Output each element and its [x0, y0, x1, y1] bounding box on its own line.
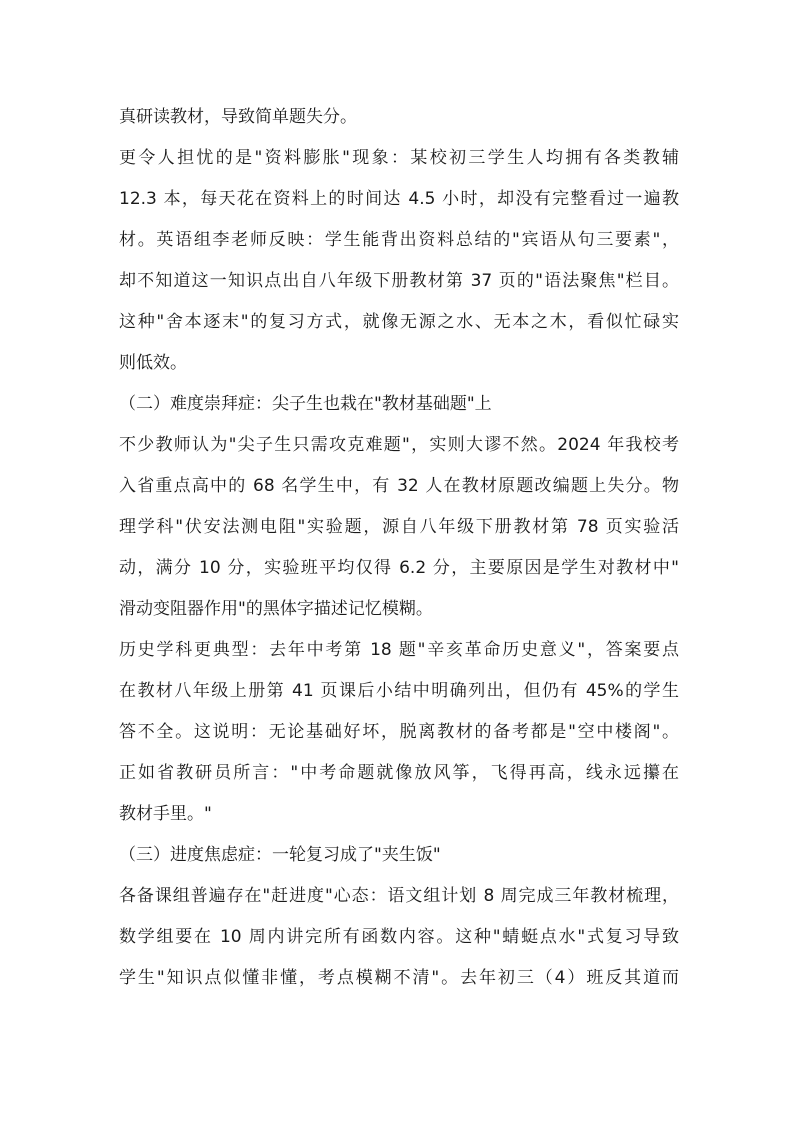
text-line: 学生"知识点似懂非懂，考点模糊不清"。去年初三（4）班反其道而: [119, 968, 679, 988]
text-line: 材。英语组李老师反映：学生能背出资料总结的"宾语从句三要素"，: [119, 230, 679, 250]
text-line: 答不全。这说明：无论基础好坏，脱离教材的备考都是"空中楼阁"。: [119, 722, 679, 742]
text-line: 各备课组普遍存在"赶进度"心态：语文组计划 8 周完成三年教材梳理，: [119, 886, 679, 906]
section-heading: （三）进度焦虑症：一轮复习成了"夹生饭": [119, 845, 441, 865]
text-line: 入省重点高中的 68 名学生中，有 32 人在教材原题改编题上失分。物: [119, 476, 679, 496]
text-line: 历史学科更典型：去年中考第 18 题"辛亥革命历史意义"，答案要点: [119, 640, 679, 660]
text-line: 12.3 本，每天花在资料上的时间达 4.5 小时，却没有完整看过一遍教: [119, 189, 679, 209]
text-line: 教材手里。": [119, 804, 212, 824]
text-line: 在教材八年级上册第 41 页课后小结中明确列出，但仍有 45%的学生: [119, 681, 679, 701]
text-line: 更令人担忧的是"资料膨胀"现象：某校初三学生人均拥有各类教辅: [119, 148, 679, 168]
text-line: 则低效。: [119, 353, 187, 373]
text-line: 不少教师认为"尖子生只需攻克难题"，实则大谬不然。2024 年我校考: [119, 435, 679, 455]
text-line: 数学组要在 10 周内讲完所有函数内容。这种"蜻蜓点水"式复习导致: [119, 927, 679, 947]
text-line: 正如省教研员所言："中考命题就像放风筝，飞得再高，线永远攥在: [119, 763, 679, 783]
text-line: 滑动变阻器作用"的黑体字描述记忆模糊。: [119, 599, 433, 619]
text-line: 动，满分 10 分，实验班平均仅得 6.2 分，主要原因是学生对教材中": [119, 558, 679, 578]
text-line: 这种"舍本逐末"的复习方式，就像无源之水、无本之木，看似忙碌实: [119, 312, 679, 332]
text-line: 理学科"伏安法测电阻"实验题，源自八年级下册教材第 78 页实验活: [119, 517, 679, 537]
text-line: 真研读教材，导致简单题失分。: [119, 107, 357, 127]
section-heading: （二）难度崇拜症：尖子生也栽在"教材基础题"上: [119, 394, 492, 414]
text-line: 却不知道这一知识点出自八年级下册教材第 37 页的"语法聚焦"栏目。: [119, 271, 679, 291]
